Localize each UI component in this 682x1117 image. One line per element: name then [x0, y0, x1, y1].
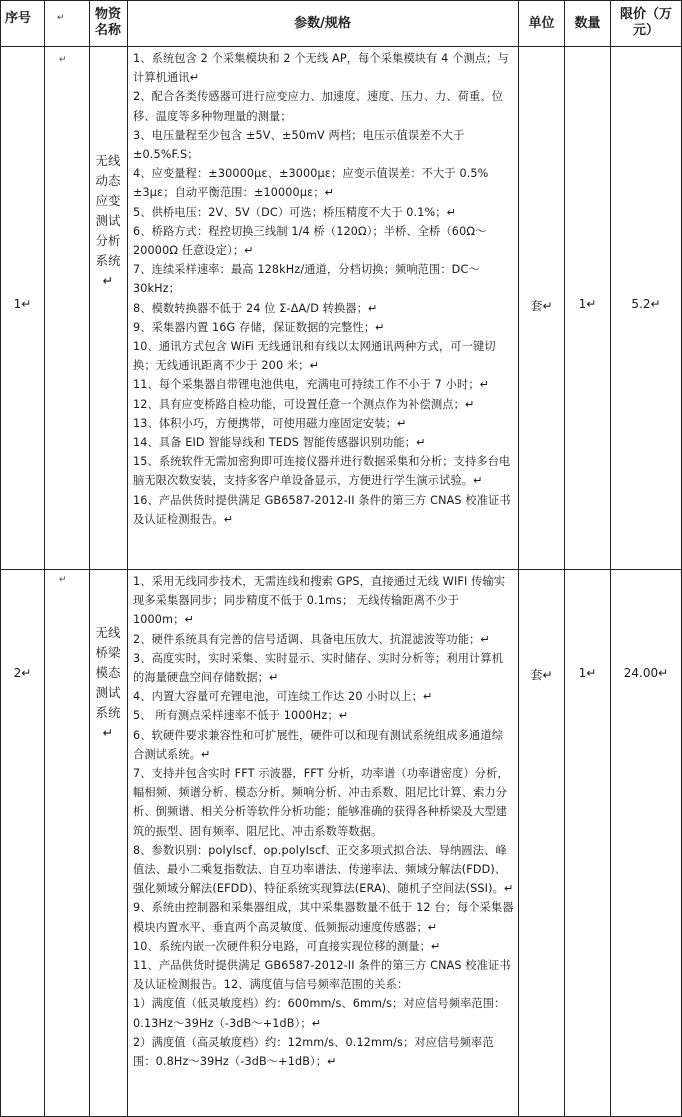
spec-item: 13、体积小巧，方便携带，可使用磁力座固定安装；↵	[133, 416, 407, 430]
column-divider	[610, 1, 611, 1116]
spec-item: 8、模数转换器不低于 24 位 Σ-ΔA/D 转换器；↵	[133, 301, 378, 315]
row1-price: 5.2↵	[631, 297, 661, 311]
spec-item: 10、系统内嵌一次硬件积分电路，可直接实现位移的测量；↵	[133, 939, 441, 953]
spec-item: 2、硬件系统具有完善的信号适调、具备电压放大、抗混滤波等功能；↵	[133, 632, 490, 646]
spec-item: 9、采集器内置 16G 存储，保证数据的完整性；↵	[133, 320, 385, 334]
column-divider	[89, 1, 90, 1116]
row2-unit: 套↵	[530, 668, 553, 682]
spec-item: 11、每个采集器自带锂电池供电，充满电可持续工作不小于 7 小时；↵	[133, 378, 490, 392]
spec-item: 11、产品供货时提供满足 GB6587-2012-II 条件的第三方 CNAS 校准证书及认证检测报告。12、满度值与信号频率范围的关系：	[133, 959, 511, 992]
spec-item: 3、电压量程至少包含 ±5V、±50mV 两档；电压示值误差不大于 ±0.5%F.S；	[133, 128, 465, 162]
row2-price: 24.00↵	[623, 666, 669, 680]
spec-item: 6、桥路方式：程控切换三线制 1/4 桥（120Ω）；半桥、全桥（60Ω～20000Ω 任意设定）；↵	[133, 224, 487, 258]
row1-spec	[127, 49, 518, 529]
header-mark: ↵	[57, 13, 65, 23]
spec-item: 16、产品供货时提供满足 GB6587-2012-II 条件的第三方 CNAS 校准证书及认证检测报告。↵	[133, 493, 511, 526]
spec-item: 1）满度值（低灵敏度档）约：600mm/s、6mm/s；对应信号频率范围：0.13Hz～39Hz（-3dB～+1dB）；↵	[133, 997, 506, 1030]
spec-item: 3、高度实时，实时采集、实时显示、实时储存、实时分析等；利用计算机的海量硬盘空间存储数据；↵	[133, 651, 504, 685]
row1-unit: 套↵	[530, 299, 553, 313]
spec-item: 1、采用无线同步技术，无需连线和搜索 GPS，直接通过无线 WIFI 传输实现多采集器同步；同步精度不低于 0.1ms； 无线传输距离不少于 1000m；↵	[133, 575, 506, 627]
spec-item: 14、具备 EID 智能导线和 TEDS 智能传感器识别功能；↵	[133, 436, 426, 450]
row1-qty: 1↵	[578, 297, 597, 311]
row2-spec	[127, 572, 518, 1071]
header-price: 限价（万元）	[619, 7, 672, 38]
header-unit: 单位	[528, 16, 555, 31]
spec-item: 6、软硬件要求兼容性和可扩展性，硬件可以和现有测试系统组成多通道综合测试系统。↵	[133, 728, 504, 761]
spec-item: 9、系统由控制器和采集器组成，其中采集器数量不低于 12 台；每个采集器模块内置水平、垂直两个高灵敏度、低频振动速度传感器；↵	[133, 901, 514, 934]
spec-item: 1、系统包含 2 个采集模块和 2 个无线 AP，每个采集模块有 4 个测点；与计算机通讯↵	[133, 52, 509, 85]
header-name: 物资名称	[94, 7, 121, 38]
spec-item: 12、具有应变桥路自检功能，可设置任意一个测点作为补偿测点；↵	[133, 397, 475, 411]
spec-item: 2、配合各类传感器可进行应变应力、加速度、速度、压力、力、荷重、位移、温度等多种物理量的测量；	[133, 90, 504, 123]
spec-item: 2）满度值（高灵敏度档）约：12mm/s、0.12mm/s；对应信号频率范围：0.8Hz～39Hz（-3dB～+1dB）；↵	[133, 1035, 494, 1069]
row1-mark: ↵	[59, 55, 67, 65]
row2-name: 无线桥梁模态测试系统↵	[95, 625, 121, 740]
column-divider	[518, 1, 519, 1116]
row-divider	[1, 569, 681, 570]
spec-item: 5、供桥电压：2V、5V（DC）可选；桥压精度不大于 0.1%；↵	[133, 205, 457, 219]
spec-item: 10、通讯方式包含 WiFi 无线通讯和有线以太网通讯两种方式，可一键切换；无线通讯距离不少于 200 米；↵	[133, 340, 496, 373]
spec-item: 8、参数识别：polylscf、op.polylscf、正交多项式拟合法、导纳圆法、峰值法、最小二乘复指数法、自互功率谱法、传递率法、频域分解法(FDD)、强化频域分解法(EFDD)、特征系统实现算法(ERA)、随机子空间法(SSI)。↵	[133, 843, 514, 896]
spec-item: 15、系统软件无需加密狗即可连接仪器并进行数据采集和分析；支持多台电脑无限次数安装，支持多客户单设备显示，方便进行学生演示试验。↵	[133, 455, 511, 488]
row2-mark: ↵	[59, 575, 67, 585]
column-divider	[44, 1, 45, 1116]
row2-seq: 2↵	[13, 666, 32, 680]
spec-item: 7、支持并包含实时 FFT 示波器，FFT 分析，功率谱（功率谱密度）分析，幅相频、频谱分析、模态分析、频响分析、冲击系数、阻尼比计算、索力分析、倒频谱、相关分析等软件分析功能；能够准确的获得各种桥梁及大型建筑的振型、固有频率、阻尼比、冲击系数等数据。	[133, 767, 509, 838]
spec-item: 4、内置大容量可充锂电池，可连续工作达 20 小时以上；↵	[133, 690, 433, 704]
row1-name: 无线动态应变测试分析系统↵	[95, 153, 121, 288]
spec-item: 4、应变量程：±30000με、±3000με；应变示值误差：不大于 0.5% ±3με；自动平衡范围：±10000με；↵	[133, 167, 489, 200]
row-divider	[1, 46, 681, 47]
header-seq: 序号	[4, 11, 31, 26]
row1-seq: 1↵	[13, 297, 32, 311]
column-divider	[564, 1, 565, 1116]
spec-item: 7、连续采样速率：最高 128kHz/通道，分档切换；频响范围：DC～30kHz；	[133, 263, 480, 296]
header-spec: 参数/规格	[294, 16, 351, 31]
spec-item: 5、 所有测点采样速率不低于 1000Hz；↵	[133, 709, 349, 723]
row2-qty: 1↵	[578, 666, 597, 680]
header-qty: 数量	[574, 16, 601, 31]
